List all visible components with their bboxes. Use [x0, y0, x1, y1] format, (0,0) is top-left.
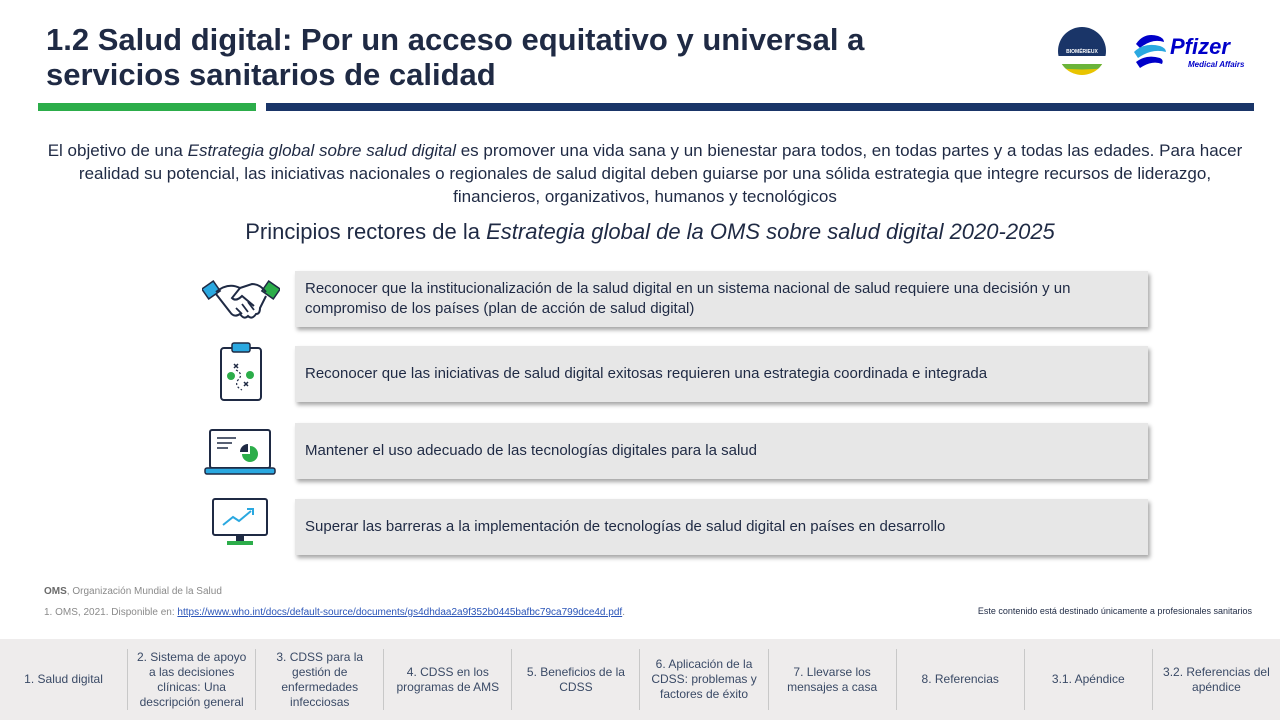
intro-part2: es promover una vida sana y un bienestar para todos, en todas partes y a todas las edades. Para hacer realidad su potencial, las iniciativas nacionales o regionales de salud digital deben guiarse por una sólida estrategia que integre recursos de liderazgo, financieros, organizativos, humanos y tecnológicos [78, 141, 1243, 206]
footnote-abbr-text: , Organización Mundial de la Salud [66, 586, 222, 597]
footnote-reference [44, 607, 625, 618]
laptop-chart-icon [204, 428, 276, 476]
nav-item-sistema-apoyo[interactable]: 2. Sistema de apoyo a las decisiones clínicas: Una descripción general [128, 649, 256, 710]
accent-bar-navy [266, 103, 1254, 111]
principle-card-3: Mantener el uso adecuado de las tecnologías digitales para la salud [295, 423, 1148, 479]
bottom-navigation [0, 639, 1280, 720]
intro-part1: El objetivo de una [47, 141, 188, 160]
nav-item-referencias[interactable]: 8. Referencias [897, 649, 1025, 710]
intro-paragraph [40, 139, 1250, 208]
pfizer-logo-sub: Medical Affairs [1188, 60, 1245, 69]
footnote-ref-link[interactable]: https://www.who.int/docs/default-source/documents/gs4dhdaa2a9f352b0445bafbc79ca799dce4d.pdf [177, 607, 623, 618]
pfizer-logo [1130, 28, 1245, 76]
monitor-trend-icon [211, 497, 269, 547]
footnote-abbr-key: OMS [44, 586, 67, 597]
nav-item-salud-digital[interactable]: 1. Salud digital [0, 649, 128, 710]
nav-item-referencias-apendice[interactable]: 3.2. Referencias del apéndice [1163, 664, 1270, 694]
biomerieux-logo [1058, 27, 1106, 75]
clipboard-strategy-icon [218, 340, 264, 402]
disclaimer-text: Este contenido está destinado únicamente a profesionales sanitarios [977, 606, 1252, 616]
biomerieux-logo-text: BIOMÉRIEUX [1066, 49, 1098, 55]
nav-item-aplicacion[interactable]: 6. Aplicación de la CDSS: problemas y factores de éxito [640, 649, 768, 710]
principle-card-4: Superar las barreras a la implementación de tecnologías de salud digital en países en desarrollo [295, 499, 1148, 555]
nav-item-cdss-ams[interactable]: 4. CDSS en los programas de AMS [384, 649, 512, 710]
nav-item-mensajes[interactable]: 7. Llevarse los mensajes a casa [769, 649, 897, 710]
footnote-ref-end: . [622, 607, 625, 618]
subtitle-part1: Principios rectores de la [245, 219, 487, 244]
handshake-icon [202, 272, 280, 324]
intro-italic: Estrategia global sobre salud digital [187, 141, 456, 160]
subtitle-italic: Estrategia global de la OMS sobre salud digital 2020-2025 [486, 219, 1055, 244]
nav-item-cdss-infecciosas[interactable]: 3. CDSS para la gestión de enfermedades infecciosas [256, 649, 384, 710]
principle-card-2: Reconocer que las iniciativas de salud digital exitosas requieren una estrategia coordinada e integrada [295, 346, 1148, 402]
footnote-ref-text: 1. OMS, 2021. Disponible en: [44, 607, 178, 618]
nav-item-apendice[interactable]: 3.1. Apéndice [1025, 649, 1153, 710]
accent-bar-green [38, 103, 256, 111]
footnote-abbreviation [44, 586, 222, 597]
principle-card-1: Reconocer que la institucionalización de la salud digital en un sistema nacional de salud requiere una decisión y un compromiso de los países (plan de acción de salud digital) [295, 271, 1148, 327]
pfizer-logo-name: Pfizer [1170, 34, 1230, 59]
section-subtitle [40, 218, 1260, 246]
nav-item-beneficios[interactable]: 5. Beneficios de la CDSS [512, 649, 640, 710]
page-title: 1.2 Salud digital: Por un acceso equitativo y universal a servicios sanitarios de calidad [46, 22, 865, 92]
